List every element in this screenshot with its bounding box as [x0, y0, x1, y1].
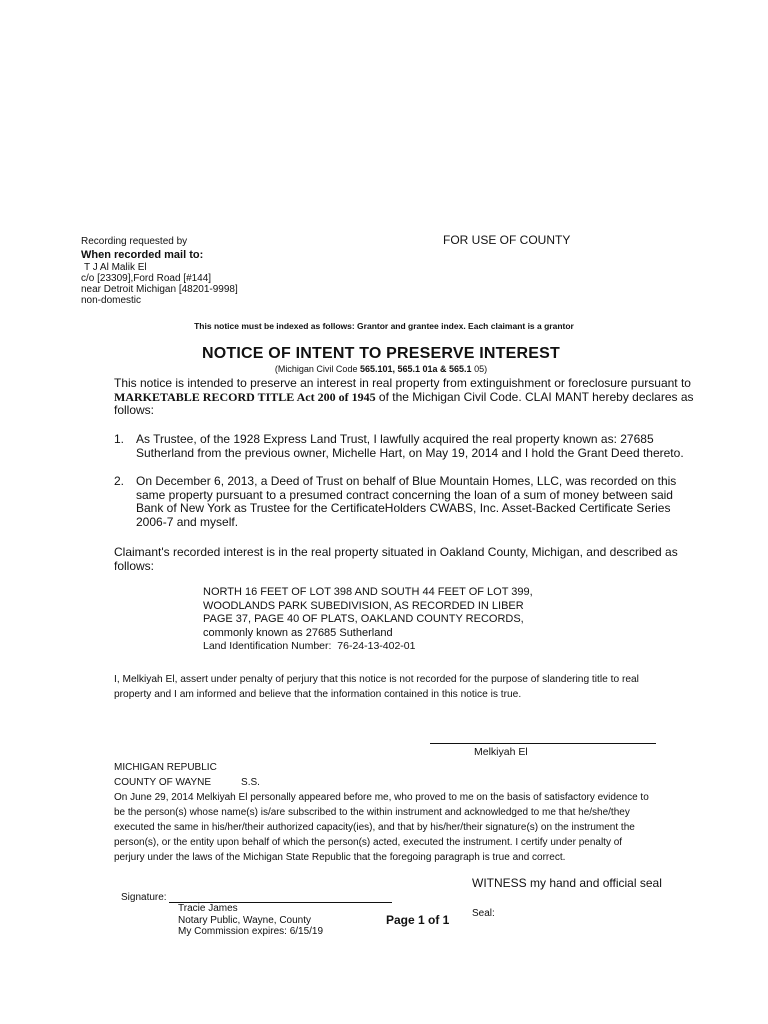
signatory-name: Melkiyah El — [474, 746, 528, 758]
notary-title: Notary Public, Wayne, County — [178, 914, 312, 926]
claimant-line: follows: — [114, 558, 155, 573]
page-number: Page 1 of 1 — [386, 913, 450, 927]
signature-label: Signature: — [121, 892, 167, 903]
land-id-label: Land Identification Number: — [203, 640, 332, 652]
notary-line: perjury under the laws of the Michigan State Republic that the foregoing paragraph is true and correct. — [114, 852, 566, 863]
notary-block — [114, 760, 649, 865]
recording-requested-label: Recording requested by — [81, 236, 188, 247]
item-1-text — [136, 433, 695, 460]
assertion-line: I, Melkiyah El, assert under penalty of perjury that this notice is not recorded for the purpose of slandering title to real — [114, 674, 639, 685]
notary-name: Tracie James — [178, 903, 238, 914]
act-name: MARKETABLE RECORD TITLE Act 200 of 1945 — [114, 389, 376, 404]
legal-line: WOODLANDS PARK SUBEDIVISION, AS RECORDED IN LIBER — [203, 599, 524, 612]
code-prefix: (Michigan Civil Code — [274, 364, 360, 374]
seal-label: Seal: — [472, 908, 495, 919]
claimant-line: Claimant's recorded interest is in the real property situated in Oakland County, Michigan, and described as — [114, 545, 678, 559]
intro-line: of the Michigan Civil Code. CLAI MANT hereby declares as — [375, 389, 694, 404]
address-line: c/o [23309],Ford Road [#144] — [81, 273, 212, 284]
legal-line: commonly known as 27685 Sutherland — [203, 626, 393, 639]
legal-line: PAGE 37, PAGE 40 OF PLATS, OAKLAND COUNTY RECORDS, — [203, 613, 524, 625]
item-line: On December 6, 2013, a Deed of Trust on behalf of Blue Mountain Homes, LLC, was recorded on this — [136, 474, 677, 488]
witness-statement: WITNESS my hand and official seal — [472, 876, 662, 890]
perjury-assertion — [114, 672, 639, 702]
document-title: NOTICE OF INTENT TO PRESERVE INTEREST — [202, 345, 560, 362]
address-line: near Detroit Michigan [48201-9998] — [81, 284, 238, 295]
assertion-line: property and I am informed and believe that the information contained in this notice is true. — [114, 689, 522, 700]
legal-description — [203, 586, 533, 654]
notary-info — [178, 903, 323, 938]
notary-line: On June 29, 2014 Melkiyah El personally appeared before me, who proved to me on the basis of satisfactory evidence to — [114, 792, 649, 803]
address-line: T J Al Malik El — [84, 262, 147, 273]
commission-expiry: My Commission expires: 6/15/19 — [178, 926, 324, 937]
notary-line: person(s), or the entity upon behalf of which the person(s) acted, executed the instrument. I certify under penalty of — [114, 837, 623, 848]
item-number: 1. — [114, 432, 125, 446]
item-line: As Trustee, of the 1928 Express Land Trust, I lawfully acquired the real property known as: 27685 — [136, 432, 654, 446]
state-label: MICHIGAN REPUBLIC — [114, 762, 217, 773]
item-line: Sutherland from the previous owner, Michelle Hart, on May 19, 2014 and I hold the Grant Deed thereto. — [136, 445, 684, 460]
address-line: non-domestic — [81, 295, 142, 306]
claimant-paragraph — [114, 546, 678, 573]
item-line: 2006-7 and myself. — [136, 514, 239, 529]
intro-paragraph — [114, 377, 696, 418]
county-use-label: FOR USE OF COUNTY — [443, 233, 571, 247]
notary-line: executed the same in his/her/their authorized capacity(ies), and that by his/her/their signature(s) on the instrument the — [114, 822, 635, 833]
legal-line: NORTH 16 FEET OF LOT 398 AND SOUTH 44 FEET OF LOT 399, — [203, 586, 533, 598]
ss-label: S.S. — [241, 777, 260, 788]
county-label: COUNTY OF WAYNE — [114, 777, 212, 788]
item-line: same property pursuant to a presumed contract concerning the loan of a sum of money between said — [136, 487, 673, 502]
intro-line: This notice is intended to preserve an interest in real property from extinguishment or foreclosure pursuant to — [114, 376, 691, 390]
code-numbers: 565.101, 565.1 01a & 565.1 — [359, 364, 472, 374]
item-number: 2. — [114, 474, 125, 488]
mailing-address — [81, 262, 238, 306]
item-2-text — [136, 475, 695, 529]
code-suffix: 05) — [471, 364, 488, 374]
civil-code-reference — [0, 364, 762, 374]
mail-to-label: When recorded mail to: — [81, 249, 204, 261]
notary-line: be the person(s) whose name(s) is/are subscribed to the within instrument and acknowledged to me that he/she/they — [114, 807, 630, 818]
land-id-value: 76-24-13-402-01 — [337, 640, 416, 652]
index-notice: This notice must be indexed as follows: Grantor and grantee index. Each claimant is a grantor — [194, 321, 574, 331]
item-line: Bank of New York as Trustee for the CertificateHolders CWABS, Inc. Asset-Backed Certificate Series — [136, 501, 671, 515]
signature-line — [430, 743, 656, 744]
intro-line: follows: — [114, 403, 155, 417]
